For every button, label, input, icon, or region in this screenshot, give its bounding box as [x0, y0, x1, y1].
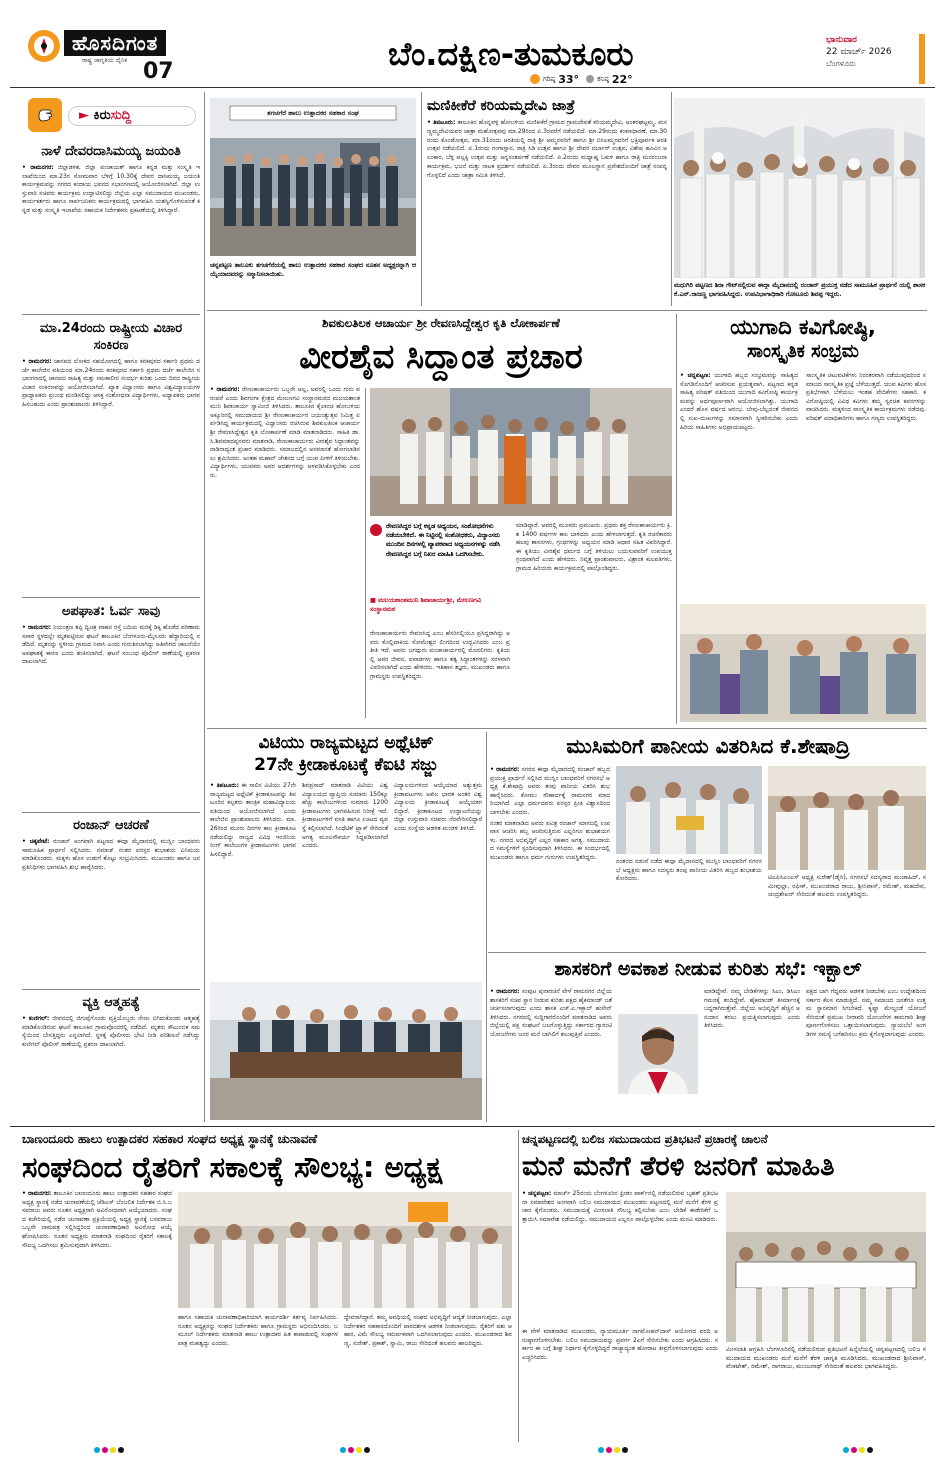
- meeting-portrait: [618, 1014, 698, 1094]
- water-col1: [490, 766, 610, 950]
- kiru-label-b: ಸುದ್ದಿ: [110, 108, 132, 123]
- water-caption-left: ನಂತರದ ನಡುವೆ ನಡೆದ ಈದ್ಗಾ ಮೈದಾನದಲ್ಲಿ ಮುಸ್ಲಿಂ ಬಾಂಧವರಿಗೆ ನಗರಸಭೆ ಅಧ್ಯಕ್ಷರು ಹಾಗೂ ಸದಸ್ಯರು ತಂಪು ಪಾನೀಯ ವಿತರಿಸಿ ಹಬ್ಬದ ಶುಭಾಶಯ ಕೋರಿದರು.: [616, 858, 763, 883]
- athletics-col1: [210, 782, 296, 978]
- bottom-right-col1-text: ಮಾರ್ಚ್ 25ರಂದು ಬೆಂಗಳೂರಿನ ಫ್ರೀಡಂ ಪಾರ್ಕ್‌ನಲ್ಲಿ ನಡೆಯಲಿರುವ ಬೃಹತ್ ಪ್ರತಿಭಟನಾ ಸಮಾವೇಶದ ಅಂಗವಾಗಿ ಬಲಿಜ ಸಮುದಾಯದ ಮುಖಂಡರು ಪಟ್ಟಣದಲ್ಲಿ ಮನೆ ಮನೆಗೆ ತೆರಳಿ ಪ್ರಚಾರ ಕೈಗೊಂಡರು. ಸಮುದಾಯಕ್ಕೆ ಮೀಸಲಾತಿ ಸೌಲಭ್ಯ ಕಲ್ಪಿಸಬೇಕು ಎಂಬ ಬೇಡಿಕೆ ಈಡೇರಿಕೆಗೆ ಒತ್ತಾಯಿಸಿ ಸಮಾವೇಶ ನಡೆಯಲಿದ್ದು, ಸಮುದಾಯದ ಎಲ್ಲರೂ ಪಾಲ್ಗೊಳ್ಳಬೇಕು ಎಂದು ಮನವಿ ಮಾಡಿದರು.: [522, 1190, 718, 1223]
- kiru-headline: ನಾಳೆ ದೇವರದಾಸಿಮಯ್ಯ ಜಯಂತಿ: [41, 144, 181, 159]
- bottom-right-place: • ಚನ್ನಪಟ್ಟಣ:: [522, 1190, 552, 1197]
- bottom-left-kicker: ಬಾಣಂದೂರು ಹಾಲು ಉತ್ಪಾದಕರ ಸಹಕಾರ ಸಂಘದ ಅಧ್ಯಕ್ಷ ಸ್ಥಾನಕ್ಕೆ ಚುನಾವಣೆ: [22, 1132, 318, 1146]
- bottom-right-headline: ಮನೆ ಮನೆಗೆ ತೆರಳಿ ಜನರಿಗೆ ಮಾಹಿತಿ: [522, 1151, 835, 1182]
- logo-block: [28, 30, 233, 86]
- section-rule: [207, 310, 927, 311]
- meeting-col2: ಮಾಡಿದ್ದೇವೆ. ನಮ್ಮ ಬೇಡಿಕೆಗಳನ್ನು ಸಿಎಂ, ಡಿಸಿಎಂ ಗಮನಕ್ಕೆ ತಂದಿದ್ದೇವೆ. ಹೈಕಮಾಂಡ್ ತೀರ್ಮಾನಕ್ಕೆ ಬದ್ದರಾಗಿರುತ್ತೇವೆ. ಜಿಲ್ಲೆಯ ಅಭಿವೃದ್ಧಿಗೆ ಹೆಚ್ಚಿನ ಅನುದಾನ ತರಲು ಪ್ರಯತ್ನಿಸಲಾಗುವುದು ಎಂದು ತಿಳಿಸಿದರು.: [704, 988, 800, 1030]
- kiru-item: [22, 320, 200, 592]
- ugadi-photo: [680, 604, 926, 722]
- kiru-body: ಜೀವನದಲ್ಲಿ ಜಿಗುಪ್ಸೆಗೊಂಡು ವ್ಯಕ್ತಿಯೊಬ್ಬರು ನೇಣು ಬಿಗಿದುಕೊಂಡು ಆತ್ಮಹತ್ಯೆ ಮಾಡಿಕೊಂಡಿರುವ ಘಟನೆ ತಾಲೂಕಿನ ಗ್ರಾಮವೊಂದರಲ್ಲಿ ನಡೆದಿದೆ. ಮೃತರು ಕೌಟುಂಬಿಕ ಸಮಸ್ಯೆಯಿಂದ ಬೇಸತ್ತಿದ್ದರು ಎನ್ನಲಾಗಿದೆ. ಸ್ಥಳಕ್ಕೆ ಪೊಲೀಸರು ಭೇಟಿ ನೀಡಿ ಪರಿಶೀಲನೆ ನಡೆಸಿದ್ದು ಕುಣಿಗಲ್ ಪೊಲೀಸ್ ಠಾಣೆಯಲ್ಲಿ ಪ್ರಕರಣ ದಾಖಲಾಗಿದೆ.: [22, 1015, 200, 1048]
- ranjan-photo: [674, 98, 925, 278]
- veerashaiva-col1-text: ರೇಣುಕಾಚಾರ್ಯರು ಒಬ್ಬರೇ ಅಲ್ಲ, ಅವರಲ್ಲಿ ಒಂದು ಗುರು ಪರಂಪರೆ ಎಂದು ಶಿವಗಂಗಾ ಕ್ಷೇತ್ರದ ಮೇಲಣಗವಿ ಸಂಸ್ಥಾನಮಠದ ಮಲಯಶಾಂತಮುನಿ ಶಿವಾಚಾರ್ಯ ಸ್ವಾಮೀಜಿ ತಿಳಿಸಿದರು. ತಾಲೂಕಿನ ಕೈಲಾಂಚ ಹೋಬಳಿಯ ಅಕ್ಕೂರಿನಲ್ಲಿ ಸಮುದಾಯದ ಶ್ರೀ ರೇಣುಕಾಚಾರ್ಯರ ಜಯಂತ್ಯುತ್ಸವ ನಿಮಿತ್ತ ಏರ್ಪಡಿಸಿದ್ದ ಕಾರ್ಯಕ್ರಮದಲ್ಲಿ ವಿದ್ವಾಂಸರು ರಚಿಸಿರುವ ಶಿವಕುಲತಿಲಕ ಆಚಾರ್ಯ ಶ್ರೀ ರೇವಣಸಿದ್ದೇಶ್ವರ ಕೃತಿ ಲೋಕಾರ್ಪಣೆ ಮಾಡಿ ಮಾತನಾಡಿದರು. ಸಾಹಿತಿ ಡಾ.ಸಿ.ಶಿವಮಾದಪ್ಪನವರು ಮಾತನಾಡಿ, ರೇಣುಕಾಚಾರ್ಯರು ವೀರಶೈವ ಸಿದ್ದಾಂತವನ್ನು ನಾಡಿನಾದ್ಯಂತ ಪ್ರಚಾರ ಮಾಡಿದರು. ಸಮಾಜದಲ್ಲಿನ ಅಸಮಾನತೆ ಹೋಗಲಾಡಿಸಲು ಶ್ರಮಿಸಿದರು. ಅಂತಹ ಮಹಾನ್ ಚೇತನದ ಬಗ್ಗೆ ಯುವ ಪೀಳಿಗೆ ತಿಳಿಯಬೇಕು. ವಿದ್ಯಾರ್ಥಿಗಳು, ಯುವಕರು ಅವರ ಆದರ್ಶಗಳನ್ನು ಅಳವಡಿಸಿಕೊಳ್ಳಬೇಕು ಎಂದರು.: [210, 386, 361, 479]
- athletics-photo: [210, 982, 482, 1120]
- bottom-right-photo: [726, 1192, 926, 1342]
- meeting-col3: ಪಕ್ಷದ ಬಾಗಿ ಗೆದ್ದವರು ಆಡಳಿತ ನೀಡಬೇಕು ಎಂಬ ಉದ್ದೇಶದಿಂದ ಸರ್ಕಾರ ಕೆಲಸ ಮಾಡುತ್ತಿದೆ. ನಮ್ಮ ಸಮಾಜದ ಜನತೆಗೂ ಉತ್ತಮ ಸ್ಥಾನಮಾನ ಸಿಗಬೇಕಿದೆ. ಕೃಷ್ಣಾ ಮೇಲ್ದಂಡೆ ಯೋಜನೆ ಸೇರಿದಂತೆ ಪ್ರಮುಖ ನೀರಾವರಿ ಯೋಜನೆಗಳ ಕಾಮಗಾರಿ ಶೀಘ್ರ ಪೂರ್ಣಗೊಳಿಸಲು ಒತ್ತಾಯಿಸಲಾಗುವುದು. ನ್ಯಾಯಬೆಲೆ ಅಂಗಡಿಗಳ ಸಮಸ್ಯೆ ಬಗೆಹರಿಸಲು ಕ್ರಮ ಕೈಗೊಳ್ಳಲಾಗುವುದು ಎಂದರು.: [806, 988, 926, 1038]
- jatre-place: • ತಿಪಟೂರು:: [427, 119, 456, 126]
- meeting-col1-text: ಸಂಪುಟ ಪುನಾರಚನೆ ವೇಳೆ ರಾಮನಗರ ಜಿಲ್ಲೆಯ ಶಾಸಕರಿಗೆ ಸಚಿವ ಸ್ಥಾನ ನೀಡುವ ಕುರಿತು ಪಕ್ಷದ ಹೈಕಮಾಂಡ್ ಜತೆ ಚರ್ಚಿಸಲಾಗುವುದು ಎಂದು ಶಾಸಕ ಎಚ್.ಎ.ಇಕ್ಬಾಲ್ ಹುಸೇನ್ ತಿಳಿಸಿದರು. ನಗರದಲ್ಲಿ ಸುದ್ದಿಗಾರರೊಂದಿಗೆ ಮಾತನಾಡಿದ ಅವರು ಜಿಲ್ಲೆಯಲ್ಲಿ ಪಕ್ಷ ಸಂಘಟನೆ ಬಲಗೊಳ್ಳುತ್ತಿದ್ದು ಸರ್ಕಾರದ ಗ್ಯಾರಂಟಿ ಯೋಜನೆಗಳು ಜನರ ಮನೆ ಬಾಗಿಲಿಗೆ ತಲುಪುತ್ತಿವೆ ಎಂದರು.: [490, 988, 612, 1038]
- water-col1-text: ನಗರದ ಈದ್ಗಾ ಮೈದಾನದಲ್ಲಿ ರಂಜಾನ್ ಹಬ್ಬದ ಪ್ರಯುಕ್ತ ಪ್ರಾರ್ಥನೆ ಸಲ್ಲಿಸಿದ ಮುಸ್ಲಿಂ ಬಾಂಧವರಿಗೆ ನಗರಸಭೆ ಅಧ್ಯಕ್ಷ ಕೆ.ಶೇಷಾದ್ರಿ ಅವರು ತಂಪು ಪಾನೀಯ ವಿತರಿಸಿ ಶುಭ ಹಾರೈಸಿದರು. ಕೋಮು ಸೌಹಾರ್ದಕ್ಕೆ ರಾಮನಗರ ಮಾದರಿಯಾಗಿದೆ. ಎಲ್ಲಾ ಧರ್ಮದವರು ಪರಸ್ಪರ ಪ್ರೀತಿ ವಿಶ್ವಾಸದಿಂದ ಬಾಳಬೇಕು ಎಂದರು.: [490, 766, 610, 816]
- athletics-col2: ಶಿವಪ್ರಸಾದ್ ಮಾತನಾಡಿ ವಿಟಿಯು ವಿಶ್ವವಿದ್ಯಾಲಯದ ವ್ಯಾಪ್ತಿಯ ಸುಮಾರು 150ಕ್ಕೂ ಹೆಚ್ಚು ಕಾಲೇಜುಗಳಿಂದ ಸುಮಾರು 1200 ಕ್ರೀಡಾಪಟುಗಳು ಭಾಗವಹಿಸುವ ನಿರೀಕ್ಷೆ ಇದೆ. ಕ್ರೀಡಾಪಟುಗಳಿಗೆ ವಸತಿ ಹಾಗೂ ಊಟದ ವ್ಯವಸ್ಥೆ ಕಲ್ಪಿಸಲಾಗಿದೆ. ಸಿಂಥೆಟಿಕ್ ಟ್ರ್ಯಾಕ್ ಸೇರಿದಂತೆ ಅಗತ್ಯ ಮೂಲಸೌಕರ್ಯ ಸಿದ್ದಪಡಿಸಲಾಗಿದೆ ಎಂದರು.: [302, 782, 388, 850]
- bottom-right-col2: ಈ ವೇಳೆ ಮಾತನಾಡಿದ ಮುಖಂಡರು, ನ್ಯಾಯಮೂರ್ತಿ ನಾಗಮೋಹನ್‌ದಾಸ್ ಆಯೋಗದ ವರದಿ ಅನುಷ್ಠಾನಗೊಳಿಸಬೇಕು. ಬಲಿಜ ಸಮುದಾಯವನ್ನು ಪ್ರವರ್ಗ 2ಎಗೆ ಸೇರಿಸಬೇಕು ಎಂದು ಆಗ್ರಹಿಸಿದರು. ಸರ್ಕಾರ ಈ ಬಗ್ಗೆ ಶೀಘ್ರ ನಿರ್ಧಾರ ಕೈಗೊಳ್ಳದಿದ್ದರೆ ರಾಜ್ಯಾದ್ಯಂತ ಹೋರಾಟ ತೀವ್ರಗೊಳಿಸಲಾಗುವುದು ಎಂದು ಎಚ್ಚರಿಸಿದರು.: [522, 1328, 718, 1361]
- weather-min-label: ಕನಿಷ್ಠ: [597, 74, 609, 83]
- athletics-col3: ವಿದ್ಯಾಲಯಗಳಿಂದ ಆಯ್ಕೆಯಾದ ಅತ್ಯುತ್ತಮ ಕ್ರೀಡಾಪಟುಗಳು ಅಖಿಲ ಭಾರತ ಅಂತರ ವಿಶ್ವವಿದ್ಯಾಲಯ ಕ್ರೀಡಾಕೂಟಕ್ಕೆ ಆಯ್ಕೆಯಾಗಲಿದ್ದಾರೆ. ಕ್ರೀಡಾಕೂಟದ ಉದ್ಘಾಟನೆಯನ್ನು ಜಿಲ್ಲಾ ಉಸ್ತುವಾರಿ ಸಚಿವರು ನೆರವೇರಿಸಲಿದ್ದಾರೆ ಎಂದು ಸಂಸ್ಥೆಯ ಆಡಳಿತ ಮಂಡಳಿ ತಿಳಿಸಿದೆ.: [394, 782, 482, 832]
- kiru-item: [22, 995, 200, 1121]
- bottom-right-col1: [522, 1190, 718, 1324]
- date-day: ಭಾನುವಾರ: [826, 35, 857, 45]
- ugadi-col1: [680, 372, 798, 592]
- ugadi-story: [680, 314, 926, 724]
- veerashaiva-quote: ರೇವಣಸಿದ್ದರ ಬಗ್ಗೆ ಕನ್ನಡ ಅಧ್ಯಯನ, ಸಂಶೋಧನೆಗಳು ನಡೆಯಬೇಕಿದೆ. ಈ ನಿಟ್ಟಿನಲ್ಲಿ ಸಂಶೋಧಕರು, ವಿದ್ಯಾಂಸರು ಮುಂದಿನ ದಿನಗಳಲ್ಲಿ ವ್ಯಾಪಕವಾದ ಅಧ್ಯಯನಗಳನ್ನು ನಡೆಸಿ ರೇವಣಸಿದ್ದರ ಬಗ್ಗೆ ನಿಖರ ಮಾಹಿತಿ ಒದಗಿಸಬೇಕು.: [386, 523, 501, 558]
- kiru-item: [22, 144, 200, 310]
- weather-min: 22°: [611, 72, 633, 86]
- water-story: [490, 732, 926, 950]
- edition-title: ಬೆಂ.ದಕ್ಷಿಣ-ತುಮಕೂರು: [388, 35, 634, 73]
- kiru-place: • ರಾಮನಗರ:: [22, 624, 52, 631]
- section-rule: [488, 952, 926, 953]
- veerashaiva-quote-box: [370, 522, 508, 622]
- ugadi-col2: ಸಾಂಸ್ಕೃತಿಕ ಚಟುವಟಿಕೆಗಳು ನಿರಂತರವಾಗಿ ನಡೆಯುವುದರಿಂದ ಸಮಾಜದ ಸಾಂಸ್ಕೃತಿಕ ಪ್ರಜ್ಞೆ ಬೆಳೆಯುತ್ತದೆ. ಯುವ ಕವಿಗಳು ಹೊಸ ಪ್ರತಿಭೆಗಳಾಗಿ ಬೆಳೆಯಲು ಇಂತಹ ವೇದಿಕೆಗಳು ಸಹಕಾರಿ. ಕವಿಗೋಷ್ಠಿಯಲ್ಲಿ ವಿವಿಧ ಕವಿಗಳು ತಮ್ಮ ಸ್ವರಚಿತ ಕವನಗಳನ್ನು ವಾಚಿಸಿದರು. ಮಕ್ಕಳಿಂದ ಸಾಂಸ್ಕೃತಿಕ ಕಾರ್ಯಕ್ರಮಗಳು ನಡೆದವು. ಪರಿಷತ್ ಪದಾಧಿಕಾರಿಗಳು ಹಾಗೂ ಗಣ್ಯರು ಉಪಸ್ಥಿತರಿದ್ದರು.: [806, 372, 926, 422]
- meeting-story: [490, 956, 926, 1122]
- masthead-rule: [10, 87, 935, 88]
- kiru-headline: ಅಪಘಾತ: ಓರ್ವ ಸಾವು: [61, 604, 161, 619]
- kiru-headline: ವ್ಯಕ್ತಿ ಆತ್ಮಹತ್ಯೆ: [82, 995, 140, 1010]
- ugadi-place: • ಚನ್ನಪಟ್ಟಣ:: [680, 372, 711, 379]
- veerashaiva-col1: [210, 386, 360, 720]
- registration-marks-left: [94, 1447, 124, 1453]
- dairy-caption: ಚನ್ನಪಟ್ಟಣ ತಾಲೂಕು ತಗಚಗೆರೆಯಲ್ಲಿ ಹಾಲು ಉತ್ಪಾದಕರ ಸಹಕಾರ ಸಂಘದ ನೂತನ ಅಧ್ಯಕ್ಷರನ್ನಾಗಿ ಆಯ್ಕೆಯಾದವರನ್ನು ಸನ್ಮಾನಿಸಲಾಯಿತು.: [210, 262, 416, 278]
- jatre-story: [427, 96, 667, 306]
- kiru-body: ಜಿಲ್ಲಾಡಳಿತ, ಜಿಲ್ಲಾ ಪಂಚಾಯತ್ ಹಾಗೂ ಕನ್ನಡ ಮತ್ತು ಸಂಸ್ಕೃತಿ ಇಲಾಖೆಯಿಂದ ಮಾ.23ರ ಸೋಮವಾರ ಬೆಳಿಗ್ಗೆ 10.30ಕ್ಕೆ ದೇವರ ದಾಸಿಮಯ್ಯ ಜಯಂತಿ ಕಾರ್ಯಕ್ರಮವನ್ನು ನಗರದ ಕಂದಾಯ ಭವನದ ಸಭಾಂಗಣದಲ್ಲಿ ಆಯೋಜಿಸಲಾಗಿದೆ. ಜಿಲ್ಲಾ ಉಸ್ತುವಾರಿ ಸಚಿವರು ಕಾರ್ಯಕ್ರಮ ಉದ್ಘಾಟಿಸಲಿದ್ದು ಜಿಲ್ಲೆಯ ಎಲ್ಲಾ ಸಮುದಾಯದ ಮುಖಂಡರು, ಕಾರ್ಯಕರ್ತರು ಹಾಗೂ ಸಾರ್ವಜನಿಕರು ಕಾರ್ಯಕ್ರಮದಲ್ಲಿ ಭಾಗವಹಿಸಿ ಯಶಸ್ವಿಗೊಳಿಸುವಂತೆ ಕನ್ನಡ ಮತ್ತು ಸಂಸ್ಕೃತಿ ಇಲಾಖೆಯ ಸಹಾಯಕ ನಿರ್ದೇಶಕರು ಪ್ರಕಟಣೆಯಲ್ಲಿ ತಿಳಿಸಿದ್ದಾರೆ.: [22, 164, 200, 214]
- kiru-label-a: ಕಿರು: [93, 108, 111, 123]
- weather-max-label: ಗರಿಷ್ಠ: [543, 74, 556, 83]
- registration-marks-right: [843, 1447, 873, 1453]
- athletics-col1-text: ಈ ಸಾಲಿನ ವಿಟಿಯು 27ನೇ ರಾಜ್ಯಮಟ್ಟದ ಅಥ್ಲೆಟಿಕ್ ಕ್ರೀಡಾಕೂಟವನ್ನು ತಿಪಟೂರಿನ ಕಲ್ಪತರು ತಾಂತ್ರಿಕ ಮಹಾವಿದ್ಯಾಲಯ ವತಿಯಿಂದ ಆಯೋಜಿಸಲಾಗಿದೆ ಎಂದು ಕಾಲೇಜಿನ ಪ್ರಾಂಶುಪಾಲರು ತಿಳಿಸಿದರು. ಮಾ.26ರಿಂದ ಮೂರು ದಿನಗಳ ಕಾಲ ಕ್ರೀಡಾಕೂಟ ನಡೆಯಲಿದ್ದು ರಾಜ್ಯದ ವಿವಿಧ ಇಂಜಿನಿಯರಿಂಗ್ ಕಾಲೇಜುಗಳ ಕ್ರೀಡಾಪಟುಗಳು ಭಾಗವಹಿಸಲಿದ್ದಾರೆ.: [210, 782, 296, 858]
- water-caption-right: ಟಿಎಪಿಸಿಎಂಎಸ್ ಅಧ್ಯಕ್ಷ ಸುರೇಶ್(ಡೈರಿ), ನಗರಸಭೆ ಸದಸ್ಯರಾದ ಮುಜಾಹಿದ್, ಸಮೀವುಲ್ಲಾ, ರಫೀಕ್, ಮುಖಂಡರಾದ ರಾಜು, ಶ್ರೀನಿವಾಸ್, ರಮೇಶ್, ಮಹದೇವ, ಚಂದ್ರಶೇಖರ್ ಸೇರಿದಂತೆ ಹಲವರು ಉಪಸ್ಥಿತರಿದ್ದರು.: [768, 874, 926, 899]
- veerashaiva-story: [210, 314, 672, 724]
- bottom-left-col3: ದ್ದೇವರಾಗಿದ್ದಾರೆ. ತಮ್ಮ ಅವಧಿಯಲ್ಲಿ ಸಂಘದ ಅಭಿವೃದ್ಧಿಗೆ ಆದ್ಯತೆ ನೀಡಲಾಗುವುದು. ಎಲ್ಲಾ ನಿರ್ದೇಶಕರ ಸಹಕಾರದೊಂದಿಗೆ ಪಾರದರ್ಶಕ ಆಡಳಿತ ನೀಡಲಾಗುವುದು. ರೈತರಿಗೆ ಪಶು ಆಹಾರ, ವಿಮೆ ಸೌಲಭ್ಯ ಸಮರ್ಪಕವಾಗಿ ಒದಗಿಸಲಾಗುವುದು ಎಂದರು. ಮುಖಂಡರಾದ ಶಿವಣ್ಣ, ಸುರೇಶ್, ಪ್ರಕಾಶ್, ಸ್ವಾಮಿ, ರಾಜು ಸೇರಿದಂತೆ ಹಲವರು ಹಾಜರಿದ್ದರು.: [344, 1314, 512, 1347]
- water-photo-right: [768, 766, 926, 870]
- masthead: [0, 0, 945, 88]
- ugadi-headline-a: ಯುಗಾದಿ ಕವಿಗೋಷ್ಠಿ,: [730, 315, 876, 339]
- kiru-body: ನಿಯಂತ್ರಣ ತಪ್ಪಿ ದ್ವಿಚಕ್ರ ವಾಹನ ರಸ್ತೆ ಬದಿಯ ಮರಕ್ಕೆ ಡಿಕ್ಕಿ ಹೊಡೆದ ಪರಿಣಾಮ ಸವಾರ ಸ್ಥಳದಲ್ಲೇ ಮೃತಪಟ್ಟಿರುವ ಘಟನೆ ತಾಲೂಕಿನ ಬೆಂಗಳೂರು-ಮೈಸೂರು ಹೆದ್ದಾರಿಯಲ್ಲಿ ನಡೆದಿದೆ. ಮೃತನನ್ನು ಸ್ಥಳೀಯ ಗ್ರಾಮದ ನಿವಾಸಿ ಎಂದು ಗುರುತಿಸಲಾಗಿದ್ದು ಅತಿವೇಗದ ಚಾಲನೆಯೇ ಅಪಘಾತಕ್ಕೆ ಕಾರಣ ಎಂದು ಶಂಕಿಸಲಾಗಿದೆ. ಘಟನೆ ಸಂಬಂಧ ಪೊಲೀಸ್ ಠಾಣೆಯಲ್ಲಿ ಪ್ರಕರಣ ದಾಖಲಾಗಿದೆ.: [22, 624, 200, 666]
- divider: [22, 314, 200, 315]
- kiru-header: [22, 96, 200, 136]
- weather-max: 33°: [558, 72, 580, 86]
- weather: [530, 72, 633, 86]
- ugadi-col1-text: ಯುಗಾದಿ ಹಬ್ಬದ ಸಂಭ್ರಮವನ್ನು ಸಾಹಿತ್ಯದ ಸೊಗಡಿನೊಂದಿಗೆ ಆಚರಿಸುವ ಪ್ರಯತ್ನವಾಗಿ, ಪಟ್ಟಣದ ಕನ್ನಡ ಸಾಹಿತ್ಯ ಪರಿಷತ್ ವತಿಯಿಂದ ಯುಗಾದಿ ಕವಿಗೋಷ್ಠಿ ಕಾರ್ಯಕ್ರಮವನ್ನು ಅರ್ಥಪೂರ್ಣವಾಗಿ ಆಯೋಜಿಸಲಾಗಿತ್ತು. ಯುಗಾದಿ ಎಂದರೆ ಹೊಸ ವರ್ಷದ ಆರಂಭ. ಬೇವು-ಬೆಲ್ಲದಂತೆ ಜೀವನದಲ್ಲಿ ಸುಖ-ದುಃಖಗಳನ್ನು ಸಮಾನವಾಗಿ ಸ್ವೀಕರಿಸಬೇಕು ಎಂದು ಹಿರಿಯ ಸಾಹಿತಿಗಳು ಅಭಿಪ್ರಾಯಪಟ್ಟರು.: [680, 372, 798, 431]
- column-divider: [671, 92, 672, 306]
- bottom-left-headline: ಸಂಘದಿಂದ ರೈತರಿಗೆ ಸಕಾಲಕ್ಕೆ ಸೌಲಭ್ಯ: ಅಧ್ಯಕ್ಷ: [22, 1150, 443, 1184]
- bottom-left-col2: ಹಾಗೂ ಸಹಾಯಕ ಚುನಾವಣಾಧಿಕಾರಿಯಾಗಿ ಕಾರ್ಯದರ್ಶಿ ಕರ್ತವ್ಯ ನಿರ್ವಹಿಸಿದರು. ನೂತನ ಅಧ್ಯಕ್ಷರನ್ನು ಸಂಘದ ನಿರ್ದೇಶಕರು ಹಾಗೂ ಗ್ರಾಮಸ್ಥರು ಅಭಿನಂದಿಸಿದರು. ಬಮೂಲ್ ನಿರ್ದೇಶಕರು ಮಾತನಾಡಿ ಹಾಲು ಉತ್ಪಾದಕರ ಹಿತ ಕಾಪಾಡುವಲ್ಲಿ ಸಂಘಗಳ ಪಾತ್ರ ಮಹತ್ವದ್ದು ಎಂದರು.: [178, 1314, 338, 1347]
- column-divider: [365, 388, 366, 718]
- logo-icon: [28, 30, 60, 62]
- logo-tagline: ರಾಷ್ಟ್ರ ಜಾಗೃತಿಯ ದೈನಿಕ: [82, 57, 128, 64]
- kiru-headline: ರಂಜಾನ್ ಆಚರಣೆ: [73, 818, 149, 833]
- divider: [22, 597, 200, 598]
- weather-moon-icon: [586, 75, 594, 83]
- date-city: ಬೆಂಗಳೂರು: [826, 59, 856, 68]
- kiru-place: • ರಾಮನಗರ:: [22, 358, 52, 365]
- veerashaiva-col3: ಮಾಡಿದ್ದಾರೆ. ಅವರಲ್ಲಿ ಮೂವರು ಪ್ರಮುಖರು. ಪ್ರಥಮ ಶಕ್ತ ರೇಣುಕಾಚಾರ್ಯರು ಕ್ರಿ.ಶ 1400 ವರ್ಷಗಳ ಕಾಲ ಬಾಳಿದರು ಎಂದು ಹೇಳಲಾಗುತ್ತದೆ. ಕೃತಿ ರಚನೆಕಾರರು ಹಲವು ಶಾಸನಗಳು, ಗ್ರಂಥಗಳನ್ನು ಅಧ್ಯಯನ ಮಾಡಿ ಆಧಾರ ಸಹಿತ ವಿವರಿಸಿದ್ದಾರೆ. ಈ ಕೃತಿಯು ವೀರಶೈವ ಧರ್ಮದ ಬಗ್ಗೆ ತಿಳಿಯಲು ಬಯಸುವವರಿಗೆ ಉಪಯುಕ್ತ ಗ್ರಂಥವಾಗಿದೆ ಎಂದು ಹೇಳಿದರು. ನಿವೃತ್ತ ಪ್ರಾಂಶುಪಾಲರು, ವಿಶ್ರಾಂತ ಕುಲಪತಿಗಳು, ಗ್ರಾಮದ ಹಿರಿಯರು ಕಾರ್ಯಕ್ರಮದಲ್ಲಿ ಪಾಲ್ಗೊಂಡಿದ್ದರು.: [516, 522, 672, 572]
- athletics-story: [210, 732, 482, 1122]
- kiru-body: ರಂಜಾನ್ ಅಂಗವಾಗಿ ಪಟ್ಟಣದ ಈದ್ಗಾ ಮೈದಾನದಲ್ಲಿ ಮುಸ್ಲಿಂ ಬಾಂಧವರು ಸಾಮೂಹಿಕ ಪ್ರಾರ್ಥನೆ ಸಲ್ಲಿಸಿದರು. ನಮಾಜ್ ನಂತರ ಪರಸ್ಪರ ಶುಭಾಶಯ ವಿನಿಮಯ ಮಾಡಿಕೊಂಡರು. ಮಕ್ಕಳು ಹೊಸ ಉಡುಗೆ ತೊಟ್ಟು ಸಂಭ್ರಮಿಸಿದರು. ಮುಖಂಡರು ಹಾಗೂ ಜನಪ್ರತಿನಿಧಿಗಳು ಭಾಗವಹಿಸಿ ಶುಭ ಹಾರೈಸಿದರು.: [22, 838, 200, 871]
- jatre-body: ತಾಲೂಕಿನ ಹೊನ್ನವಳ್ಳಿ ಹೋಬಳಿಯ ಮಣಿಕೀಕೆರೆ ಗ್ರಾಮದ ಗ್ರಾಮದೇವತೆ ಕರಿಯಮ್ಮದೇವಿ, ಅಂತರಘಟ್ಟಮ್ಮ, ಮಸಣ್ಣಮ್ಮದೇವಿಯವರ ಜಾತ್ರಾ ಮಹೋತ್ಸವವು ಮಾ.29ರಿಂದ ಏ.3ರವರೆಗೆ ನಡೆಯಲಿದೆ. ಮಾ.29ರಂದು ಕಂಕಣಧಾರಣೆ, ಮಾ.30ರಂದು ಕೊಂಡೋತ್ಸವ, ಮಾ.31ರಂದು ಆರತಿಯಲ್ಲಿ ರಾತ್ರಿ ಶ್ರೀ ಅಮ್ಮನವರಿಗೆ ಹಾಗೂ ಶ್ರೀ ಬಿಸಿಲಮ್ಮನವರಿಗೆ ಭಕ್ತಿಪೂರ್ವಕ ಆರತಿ ಉತ್ಸವ ನಡೆಯಲಿದೆ. ಏ.1ರಂದು ಗಂಗಾಸ್ನಾನ, ರಾತ್ರಿ ಸಿಡಿ ಉತ್ಸವ ಹಾಗೂ ಶ್ರೀ ದೇವರ ದರ್ಬಾರ್ ಉತ್ಸವ, ವಿಶೇಷ ಹೂವಿನ ಅಲಂಕಾರ, ಬೆಳ್ಳಿ ಪಲ್ಲಕ್ಕಿ ಉತ್ಸವ ಮತ್ತು ಅನ್ನಸಂತರ್ಪಣೆ ನಡೆಯಲಿದೆ. ಏ.2ರಂದು ಮಧ್ಯಾಹ್ನ ಓಕುಳಿ ಹಾಗೂ ರಾತ್ರಿ ಮನರಂಜನಾ ಕಾರ್ಯಕ್ರಮ, ಭಜನೆ ಮತ್ತು ನಾಟಕ ಪ್ರದರ್ಶನ ನಡೆಯಲಿದೆ. ಏ.3ರಂದು ದೇವರ ಮೂಲಸ್ಥಾನ ಪ್ರವೇಶದೊಂದಿಗೆ ಜಾತ್ರೆ ಸಂಪನ್ನಗೊಳ್ಳಲಿದೆ ಎಂದು ಜಾತ್ರಾ ಸಮಿತಿ ತಿಳಿಸಿದೆ.: [427, 119, 667, 179]
- kiru-hand-icon: [28, 98, 62, 132]
- page-number: 07: [143, 59, 174, 84]
- veerashaiva-headline: ವೀರಶೈವ ಸಿದ್ದಾಂತ ಪ್ರಚಾರ: [299, 337, 583, 377]
- water-headline: ಮುಸಿಮರಿಗೆ ಪಾನೀಯ ವಿತರಿಸಿದ ಕೆ.ಶೇಷಾದ್ರಿ: [566, 734, 850, 758]
- column-divider: [421, 92, 422, 306]
- kiru-column: [22, 92, 200, 1122]
- quote-icon: [370, 524, 382, 536]
- kiru-label: [68, 106, 196, 126]
- bottom-right-story: [522, 1130, 926, 1442]
- veerashaiva-col2: ರೇಣುಕಾಚಾರ್ಯರು ರೇವಣಸಿದ್ದ ಎಂಬ ಹೆಸರಿನಲ್ಲಿಯೂ ಪ್ರಸಿದ್ದರಾಗಿದ್ದು ಅವರು ಕೊಲ್ಲಿಪಾಕಿಯ ಸೋಮೇಶ್ವರ ಲಿಂಗದಿಂದ ಉದ್ಭವಿಸಿದರು ಎಂಬ ಪ್ರತೀತಿ ಇದೆ. ಅವರು ಜಗದ್ಗುರು ಪಂಚಾಚಾರ್ಯರಲ್ಲಿ ಮೊದಲಿಗರು. ಕೃತಿಯಲ್ಲಿ ಅವರ ಜೀವನ, ಪವಾಡಗಳು ಹಾಗೂ ತತ್ವ ಸಿದ್ದಾಂತಗಳನ್ನು ಸರಳವಾಗಿ ವಿವರಿಸಲಾಗಿದೆ ಎಂದು ಹೇಳಿದರು. ಇತಿಹಾಸ ತಜ್ಞರು, ಮುಖಂಡರು ಹಾಗೂ ಗ್ರಾಮಸ್ಥರು ಉಪಸ್ಥಿತರಿದ್ದರು.: [370, 630, 510, 680]
- athletics-place: • ತಿಪಟೂರು:: [210, 782, 239, 789]
- bottom-right-kicker: ಚನ್ನಪಟ್ಟಣದಲ್ಲಿ ಬಲಿಜ ಸಮುದಾಯದ ಪ್ರತಿಭಟನೆ ಪ್ರಚಾರಕ್ಕೆ ಚಾಲನೆ: [522, 1132, 768, 1146]
- veerashaiva-kicker: ಶಿವಕುಲತಿಲಕ ಆಚಾರ್ಯ ಶ್ರೀ ರೇವಣಸಿದ್ದೇಶ್ವರ ಕೃತಿ ಲೋಕಾರ್ಪಣೆ: [322, 316, 560, 330]
- kiru-item: [22, 818, 200, 986]
- weather-sun-icon: [530, 74, 540, 84]
- bottom-left-photo: [178, 1192, 512, 1308]
- column-divider: [518, 1130, 519, 1442]
- kiru-place: • ಚಿಕ್ಕಪೇಟೆ:: [22, 838, 50, 845]
- section-rule: [10, 1126, 935, 1127]
- ugadi-headline-b: ಸಾಂಸ್ಕೃತಿಕ ಸಂಭ್ರಮ: [747, 341, 859, 362]
- column-divider: [676, 314, 677, 724]
- kiru-place: • ರಾಮನಗರ:: [22, 164, 54, 171]
- kiru-item: [22, 604, 200, 809]
- athletics-headline-a: ವಿಟಿಯು ರಾಜ್ಯಮಟ್ಟದ ಅಥ್ಲೆಟಿಕ್: [258, 733, 434, 753]
- bottom-right-caption: ಮೀಸಲಾತಿ ಆಗ್ರಹಿಸಿ ಬೆಂಗಳೂರಿನಲ್ಲಿ ನಡೆಯಲಿರುವ ಪ್ರತಿಭಟನೆ ಹಿನ್ನೆಲೆಯಲ್ಲಿ ಚನ್ನಪಟ್ಟಣದಲ್ಲಿ ಬಲಿಜ ಸಮುದಾಯದ ಮುಖಂಡರು ಮನೆ ಮನೆಗೆ ತೆರಳಿ ಜಾಗೃತಿ ಮೂಡಿಸಿದರು. ಮುಖಂಡರಾದ ಶ್ರೀನಿವಾಸ್, ವೆಂಕಟೇಶ್, ರಮೇಶ್, ನಾಗರಾಜು, ಮಂಜುನಾಥ್ ಸೇರಿದಂತೆ ಹಲವರು ಭಾಗವಹಿಸಿದ್ದರು.: [726, 1346, 926, 1371]
- meeting-headline: ಶಾಸಕರಿಗೆ ಅವಕಾಶ ನೀಡುವ ಕುರಿತು ಸಭೆ: ಇಕ್ಬಾಲ್: [554, 958, 862, 980]
- divider: [22, 989, 200, 990]
- water-photo-left: [616, 766, 762, 854]
- veerashaiva-quote-by: ■ ಮಲಯಶಾಂತಮುನಿ ಶಿವಾಚಾರ್ಯಶ್ರೀ, ಮೇಲಣಗವಿ ಸಂಸ್ಥಾನಮಠ: [370, 597, 481, 613]
- section-rule: [207, 728, 927, 729]
- ranjan-caption: ಮಧುಗಿರಿ ಪಟ್ಟಣದ ಶಿರಾ ಗೇಟ್‌ನಲ್ಲಿರುವ ಈದ್ಗಾ ಮೈದಾನದಲ್ಲಿ ರಂಜಾನ್ ಪ್ರಯುಕ್ತ ನಡೆದ ಸಾಮೂಹಿಕ ಪ್ರಾರ್ಥನೆ ಯಲ್ಲಿ ಶಾಸಕ ಕೆ.ಎನ್.ರಾಜಣ್ಣ ಭಾಗವಹಿಸಿದ್ದರು. ಉಪವಿಭಾಗಾಧಿಕಾರಿ ಗೋಟೂರು ಶಿವಪ್ಪ ಇದ್ದರು.: [674, 282, 925, 298]
- kiru-headline: ಮಾ.24ರಂದು ರಾಷ್ಟ್ರೀಯ ವಿಚಾರ ಸಂಕಿರಣ: [39, 321, 183, 353]
- kiru-body: ಜಾನಪದ ಲೋಕದ ಸಹಯೋಗದಲ್ಲಿ ಹಾಗೂ ಕನಕಪುರದ ಸರ್ಕಾರಿ ಪ್ರಥಮ ದರ್ಜೆ ಕಾಲೇಜಿನ ವತಿಯಿಂದ ಮಾ.24ರಂದು ಕನಕಪುರದ ಸರ್ಕಾರಿ ಪ್ರಥಮ ದರ್ಜೆ ಕಾಲೇಜಿನ ಸಭಾಂಗಣದಲ್ಲಿ ಜಾನಪದ ಸಾಹಿತ್ಯ ಮತ್ತು ಸಮಕಾಲೀನ ಸಂದರ್ಭ ಕುರಿತು ಒಂದು ದಿನದ ರಾಷ್ಟ್ರೀಯ ವಿಚಾರ ಸಂಕಿರಣವನ್ನು ಆಯೋಜಿಸಲಾಗಿದೆ. ಖ್ಯಾತ ವಿದ್ವಾಂಸರು ಹಾಗೂ ವಿಶ್ವವಿದ್ಯಾಲಯಗಳ ಪ್ರಾಧ್ಯಾಪಕರು ಪ್ರಬಂಧ ಮಂಡಿಸಲಿದ್ದು ಆಸಕ್ತ ಸಂಶೋಧನಾ ವಿದ್ಯಾರ್ಥಿಗಳು, ಅಧ್ಯಾಪಕರು ಭಾಗವಹಿಸಬಹುದು ಎಂದು ಪ್ರಾಂಶುಪಾಲರು ತಿಳಿಸಿದ್ದಾರೆ.: [22, 358, 200, 408]
- water-col2: ನಂತರ ಮಾತನಾಡಿದ ಅವರು ಪವಿತ್ರ ರಂಜಾನ್ ಮಾಸದಲ್ಲಿ ಉಪವಾಸ ಆಚರಿಸಿ ಹಬ್ಬ ಆಚರಿಸುತ್ತಿರುವ ಎಲ್ಲರಿಗೂ ಶುಭಾಶಯಗಳು. ನಗರದ ಅಭಿವೃದ್ಧಿಗೆ ಎಲ್ಲರ ಸಹಕಾರ ಅಗತ್ಯ. ಸಮುದಾಯದ ಸಮಸ್ಯೆಗಳಿಗೆ ಸ್ಪಂದಿಸುವುದಾಗಿ ತಿಳಿಸಿದರು. ಈ ಸಂದರ್ಭದಲ್ಲಿ ಮುಖಂಡರು ಹಾಗೂ ಧರ್ಮ ಗುರುಗಳು ಉಪಸ್ಥಿತರಿದ್ದರು.: [490, 819, 610, 861]
- water-place: • ರಾಮನಗರ:: [490, 766, 520, 773]
- meeting-col1: [490, 988, 612, 1122]
- divider: [22, 812, 200, 813]
- meeting-place: • ರಾಮನಗರ:: [490, 988, 520, 995]
- veerashaiva-place: • ರಾಮನಗರ:: [210, 386, 240, 393]
- date-block: [820, 34, 925, 84]
- bottom-left-place: • ರಾಮನಗರ:: [22, 1190, 52, 1197]
- logo-text: ಹೊಸದಿಗಂತ: [64, 30, 166, 56]
- registration-marks-center: [340, 1447, 370, 1453]
- dairy-photo: [210, 98, 416, 256]
- dairy-sign: ತಗಚಗೆರೆ ಹಾಲು ಉತ್ಪಾದಕರ ಸಹಕಾರ ಸಂಘ: [267, 109, 359, 117]
- column-divider: [486, 732, 487, 1122]
- column-divider: [204, 92, 205, 1122]
- kiru-bullet-icon: ►: [79, 108, 89, 123]
- veerashaiva-photo: [370, 388, 672, 516]
- registration-marks-mid: [598, 1447, 628, 1453]
- jatre-headline: ಮಣಿಕೀಕೆರೆ ಕರಿಯಮ್ಮದೇವಿ ಜಾತ್ರೆ: [427, 98, 575, 114]
- kiru-place: • ಕುಣಿಗಲ್:: [22, 1015, 50, 1022]
- bottom-left-col1: [22, 1190, 172, 1440]
- athletics-headline-b: 27ನೇ ಕ್ರೀಡಾಕೂಟಕ್ಕೆ ಕೆಐಟಿ ಸಜ್ಜು: [254, 755, 438, 775]
- date-text: 22 ಮಾರ್ಚ್ 2026: [826, 47, 892, 57]
- bottom-left-col1-text: ತಾಲೂಕಿನ ಬಾಣಂದೂರು ಹಾಲು ಉತ್ಪಾದಕರ ಸಹಕಾರ ಸಂಘದ ಅಧ್ಯಕ್ಷ ಸ್ಥಾನಕ್ಕೆ ನಡೆದ ಚುನಾವಣೆಯಲ್ಲಿ ಜೆಡಿಎಸ್ ಬೆಂಬಲಿತ ನಿರ್ದೇಶಕ ಬಿ.ಸಿ.ಬಸವರಾಜು ಅವರು ನೂತನ ಅಧ್ಯಕ್ಷರಾಗಿ ಅವಿರೋಧವಾಗಿ ಆಯ್ಕೆಯಾದರು. ಸಂಘದ ಕಚೇರಿಯಲ್ಲಿ ನಡೆದ ಚುನಾವಣಾ ಪ್ರಕ್ರಿಯೆಯಲ್ಲಿ ಅಧ್ಯಕ್ಷ ಸ್ಥಾನಕ್ಕೆ ಬಸವರಾಜು ಒಬ್ಬರೇ ನಾಮಪತ್ರ ಸಲ್ಲಿಸಿದ್ದರಿಂದ ಚುನಾವಣಾಧಿಕಾರಿ ಅವಿರೋಧ ಆಯ್ಕೆ ಘೋಷಿಸಿದರು. ನೂತನ ಅಧ್ಯಕ್ಷರು ಮಾತನಾಡಿ ಸಂಘದಿಂದ ರೈತರಿಗೆ ಸಕಾಲಕ್ಕೆ ಸೌಲಭ್ಯ ಒದಗಿಸಲು ಶ್ರಮಿಸುವುದಾಗಿ ತಿಳಿಸಿದರು.: [22, 1190, 172, 1249]
- bottom-left-story: [22, 1130, 514, 1442]
